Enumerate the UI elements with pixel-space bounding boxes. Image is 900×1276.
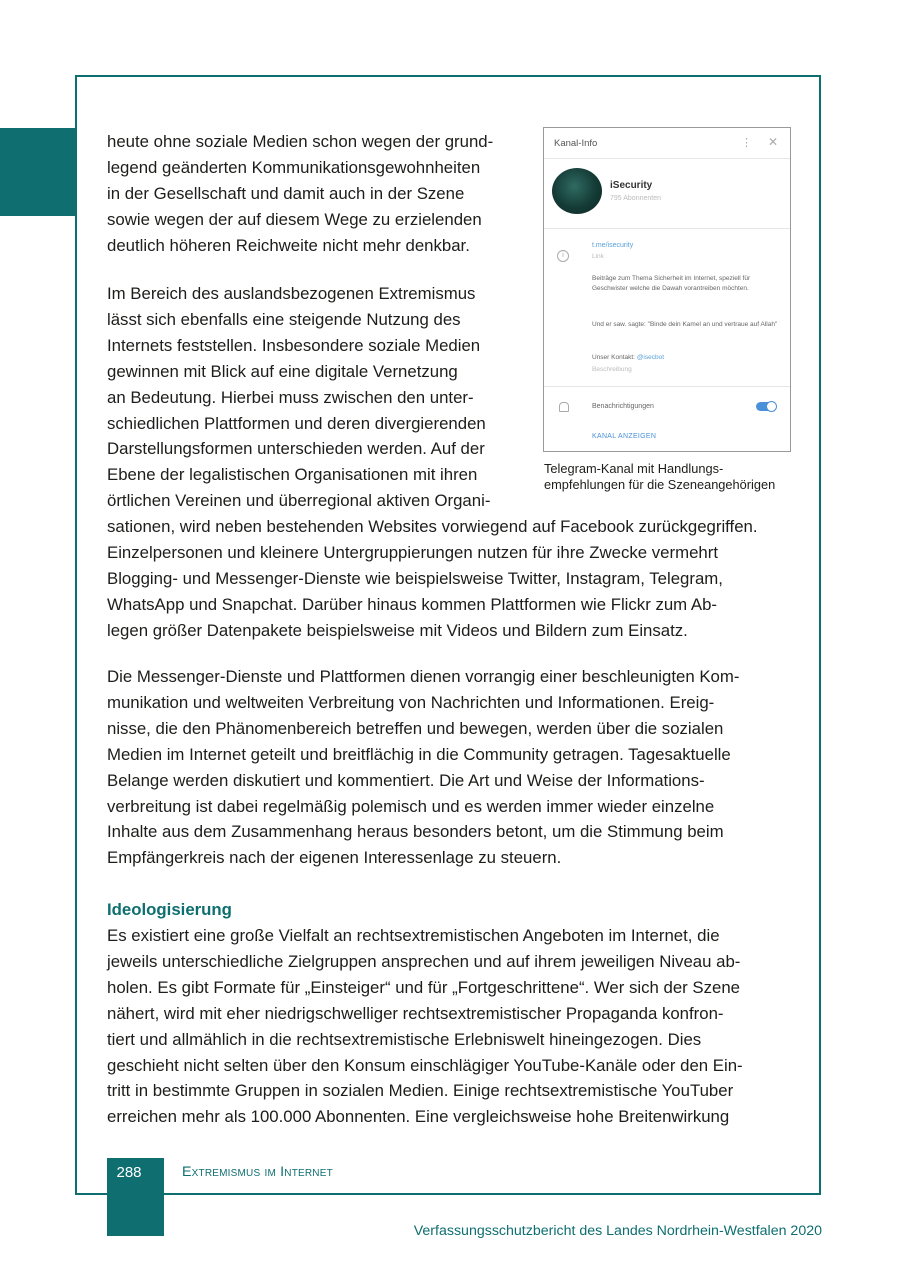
channel-avatar [552,168,602,214]
text-line: holen. Es gibt Formate für „Einsteiger“ und für „Fortgeschrittene“. Wer sich der Szene [107,977,740,997]
text-line: nähert, wird mit eher niedrigschwelliger rechtsextremistischer Propaganda konfron- [107,1003,724,1023]
divider [544,158,790,159]
close-icon: ✕ [767,135,778,149]
bell-icon [559,402,569,412]
section-heading: Ideologisierung [107,900,232,919]
publication-title: Verfassungsschutzbericht des Landes Nordrhein-Westfalen 2020 [413,1223,822,1239]
text-line: lässt sich ebenfalls eine steigende Nutzung des [107,309,461,329]
text-line: Medien im Internet geteilt und breitflächig in die Community getragen. Tagesaktuelle [107,744,731,764]
figure-caption: Telegram-Kanal mit Handlungs-empfehlungen für die Szeneangehörigen [544,461,776,492]
text-line: Internets feststellen. Insbesondere soziale Medien [107,335,481,355]
divider [544,228,790,229]
paragraph-3 [107,664,797,871]
text-line: Im Bereich des auslandsbezogenen Extremismus [107,284,476,303]
text-line: Inhalte aus dem Zusammenhang heraus besonders betont, um die Stimmung beim [107,822,724,842]
text-line: tiert und allmählich in die rechtsextremistische Erlebniswelt hineingezogen. Dies [107,1029,702,1049]
text-line: legen größer Datenpakete beispielsweise mit Videos und Bildern zum Einsatz. [107,620,688,640]
running-title: Extremismus im Internet [182,1164,333,1180]
text-line: deutlich höheren Reichweite nicht mehr denkbar. [107,235,470,255]
text-line: schiedlichen Plattformen und deren divergierenden [107,413,486,433]
text-line: Empfängerkreis nach der eigenen Interessenlage zu steuern. [107,848,562,868]
text-line: erreichen mehr als 100.000 Abonnenten. Eine vergleichsweise hohe Breitenwirkung [107,1107,730,1127]
view-channel-action: KANAL ANZEIGEN [592,433,657,440]
text-line: tritt in bestimmte Gruppen in sozialen Medien. Einige rechtsextremistische YouTuber [107,1081,734,1101]
contact-handle: @isecbot [636,354,665,361]
channel-description: Beiträge zum Thema Sicherheit im Internet, speziell für Geschwister welche die Dawah vorantreiben möchten. [592,275,751,292]
text-line: in der Gesellschaft und damit auch in der Szene [107,183,465,203]
text-line: jeweils unterschiedliche Zielgruppen ansprechen und auf ihrem jeweiligen Niveau ab- [107,951,741,971]
text-line: an Bedeutung. Hierbei muss zwischen den unter- [107,387,474,407]
text-line: geschieht nicht selten über den Konsum einschlägiger YouTube-Kanäle oder den Ein- [107,1055,743,1075]
text-line: örtlichen Vereinen und überregional aktiven Organi- [107,491,491,511]
text-line: gewinnen mit Blick auf eine digitale Vernetzung [107,361,458,381]
side-tab-marker [0,128,76,216]
channel-info-header: Kanal-Info [554,138,598,149]
subscriber-count: 795 Abonnenten [610,195,661,202]
telegram-channel-figure [543,127,791,452]
contact-prefix: Unser Kontakt: [592,354,635,361]
text-line: Es existiert eine große Vielfalt an rechtsextremistischen Angeboten im Internet, die [107,926,720,945]
page-number: 288 [116,1164,142,1181]
text-line: heute ohne soziale Medien schon wegen der grund- [107,132,494,151]
text-line: legend geänderten Kommunikationsgewohnheiten [107,157,481,177]
channel-quote: Und er saw. sagte: "Binde dein Kamel an und vertraue auf Allah" [592,321,778,328]
text-line: Darstellungsformen unterschieden werden. Auf der [107,439,485,459]
text-line: verbreitung ist dabei regelmäßig polemisch und es werden immer wieder einzelne [107,796,715,816]
description-label: Beschreibung [592,366,632,373]
text-line: WhatsApp und Snapchat. Darüber hinaus kommen Plattformen wie Flickr zum Ab- [107,594,717,614]
channel-contact [592,353,778,363]
menu-icon: ⋮ [741,137,752,149]
text-line: nisse, die den Phänomenbereich betreffen und bewegen, werden über die sozialen [107,718,724,738]
info-icon: i [557,250,569,262]
paragraph-4 [107,923,797,1130]
text-line: munikation und weltweiten Verbreitung von Nachrichten und Informationen. Ereig- [107,692,715,712]
link-label: Link [592,253,604,260]
text-line: Die Messenger-Dienste und Plattformen dienen vorrangig einer beschleunigten Kom- [107,667,740,686]
text-line: Blogging- und Messenger-Dienste wie beispielsweise Twitter, Instagram, Telegram, [107,568,723,588]
text-line: sowie wegen der auf diesem Wege zu erzielenden [107,209,482,229]
text-line: Belange werden diskutiert und kommentiert. Die Art und Weise der Informations- [107,770,705,790]
text-line: Einzelpersonen und kleinere Untergruppierungen nutzen für ihre Zwecke vermehrt [107,543,718,563]
channel-link: t.me/isecurity [592,242,634,249]
divider [544,386,790,387]
text-line: Ebene der legalistischen Organisationen mit ihren [107,465,478,485]
text-line: sationen, wird neben bestehenden Websites vorwiegend auf Facebook zurückgegriffen. [107,517,758,537]
notifications-toggle [756,402,776,411]
notifications-label: Benachrichtigungen [592,403,654,410]
channel-name: iSecurity [610,180,653,191]
